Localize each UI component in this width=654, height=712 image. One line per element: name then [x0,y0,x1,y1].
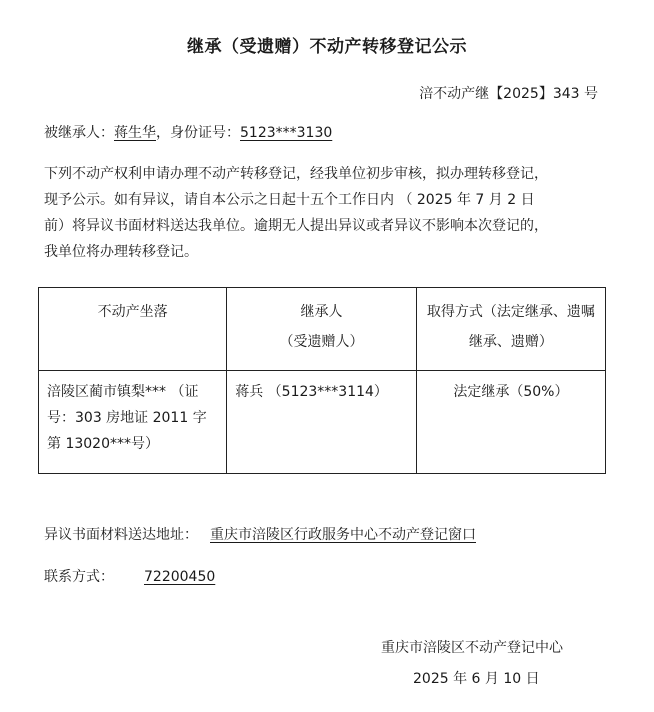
decedent-label: 被继承人： [44,125,114,141]
contact-phone: 72200450 [144,569,216,585]
cell-method-text: 法定继承（50%） [453,384,569,400]
decedent-name: 蒋生华 [114,125,156,141]
header-method [416,288,605,371]
address-label: 异议书面材料送达地址： [44,527,198,543]
cell-heir-text: 蒋兵 （5123***3114） [235,384,388,400]
notice-body-line: 现予公示。如有异议，请自本公示之日起十五个工作日内 （ 2025 年 7 月 2 日 [44,192,535,208]
header-heir [227,288,417,371]
notice-body-line: 我单位将办理转移登记。 [44,244,198,260]
decedent-id: 5123***3130 [240,125,333,141]
page-title: 继承（受遗赠）不动产转移登记公示 [187,37,467,57]
header-heir-line1: 继承人 [300,304,343,320]
id-label: ，身份证号： [156,125,240,141]
header-heir-label [227,288,416,370]
registration-table [38,287,606,474]
objection-address [44,524,476,544]
table-header-row [39,288,606,371]
decedent-info [44,122,332,142]
header-method-label: 取得方式（法定继承、遗嘱继承、遗赠） [426,304,595,350]
issuing-organization: 重庆市涪陵区不动产登记中心 [381,640,563,656]
cell-location [39,371,227,474]
notice-body [44,161,604,265]
cell-location-text: 涪陵区蔺市镇梨*** （证号：303 房地证 2011 字第 13020***号） [47,384,207,452]
notice-body-line: 前）将异议书面材料送达我单位。逾期无人提出异议或者异议不影响本次登记的， [44,218,548,234]
cell-method [416,371,605,474]
notice-body-line: 下列不动产权利申请办理不动产转移登记，经我单位初步审核，拟办理转移登记， [44,166,548,182]
issue-date: 2025 年 6 月 10 日 [413,671,540,687]
cell-heir [227,371,417,474]
address-value: 重庆市涪陵区行政服务中心不动产登记窗口 [210,527,476,543]
header-heir-line2: （受遗赠人） [279,334,364,350]
table-row [39,371,606,474]
document-number: 涪不动产继【2025】343 号 [419,86,598,102]
contact-info [44,566,215,586]
header-location [39,288,227,371]
contact-label: 联系方式： [44,569,114,585]
header-location-label: 不动产坐落 [97,304,168,320]
